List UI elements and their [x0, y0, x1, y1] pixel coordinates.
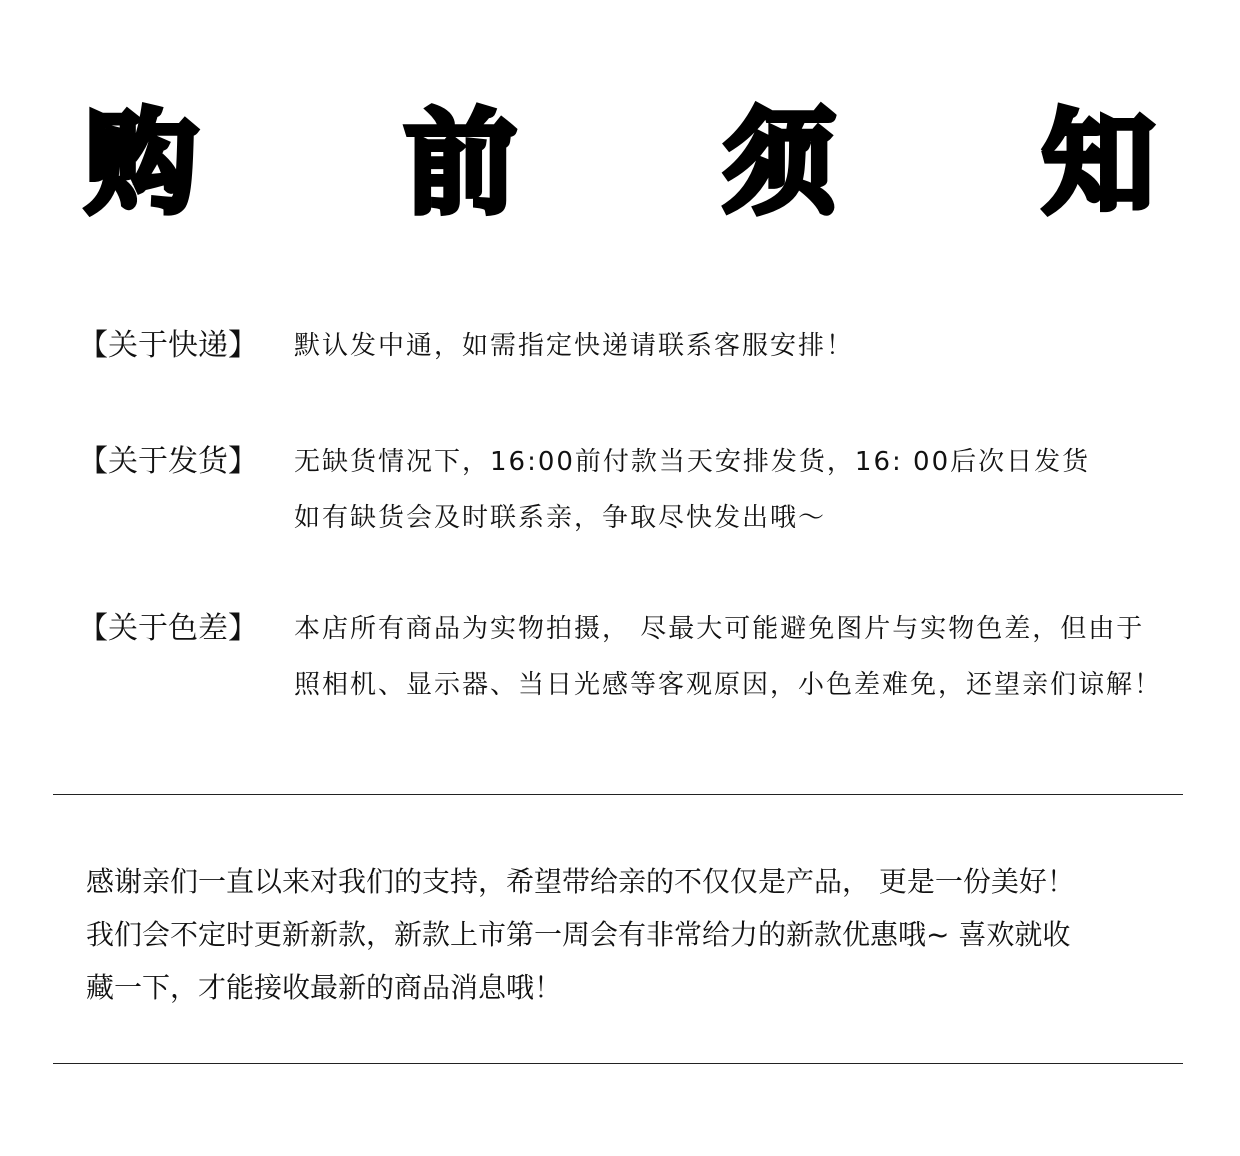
closing-line: 藏一下，才能接收最新的商品消息哦！: [86, 971, 563, 1004]
notice-line: 默认发中通，如需指定快递请联系客服安排！: [294, 331, 855, 361]
notice-label: 【关于发货】: [78, 444, 258, 479]
page-title: 购 前 须 知: [85, 99, 1239, 229]
notice-body: [294, 318, 1194, 374]
notice-label: 【关于快递】: [78, 328, 258, 363]
divider-top: [53, 794, 1183, 795]
divider-bottom: [53, 1063, 1183, 1064]
notice-body: [294, 434, 1194, 546]
closing-line: 我们会不定时更新新款，新款上市第一周会有非常给力的新款优惠哦~ 喜欢就收: [86, 918, 1071, 951]
notice-line: 照相机、显示器、当日光感等客观原因，小色差难免，还望亲们谅解！: [294, 670, 1163, 700]
notice-line: 本店所有商品为实物拍摄， 尽最大可能避免图片与实物色差，但由于: [294, 614, 1145, 644]
closing-message: [86, 855, 1186, 1014]
notice-label: 【关于色差】: [78, 611, 258, 646]
notice-body: [294, 601, 1194, 713]
notice-line: 无缺货情况下，16:00前付款当天安排发货，16: 00后次日发货: [294, 447, 1091, 477]
closing-line: 感谢亲们一直以来对我们的支持，希望带给亲的不仅仅是产品， 更是一份美好！: [86, 865, 1075, 898]
notice-line: 如有缺货会及时联系亲，争取尽快发出哦～: [294, 503, 827, 533]
